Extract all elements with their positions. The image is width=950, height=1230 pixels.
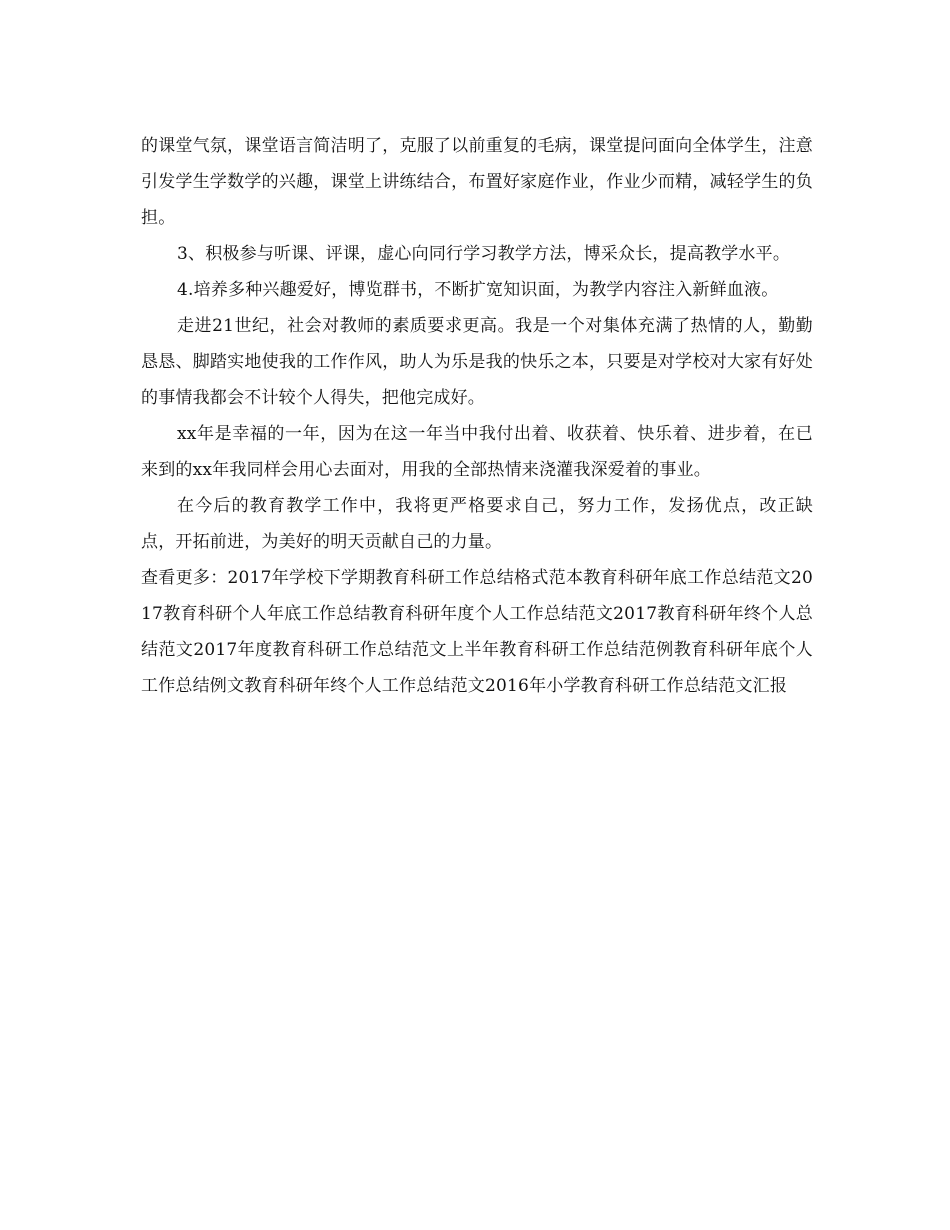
paragraph-6: 在今后的教育教学工作中，我将更严格要求自己，努力工作，发扬优点，改正缺点，开拓前进，为美好的明天贡献自己的力量。: [141, 496, 813, 552]
paragraph-4: 走进21世纪，社会对教师的素质要求更高。我是一个对集体充满了热情的人，勤勤恳恳、脚踏实地使我的工作作风，助人为乐是我的快乐之本，只要是对学校对大家有好处的事情我都会不计较个人得失，把他完成好。: [141, 316, 813, 408]
paragraph-5: xx年是幸福的一年，因为在这一年当中我付出着、收获着、快乐着、进步着，在已来到的xx年我同样会用心去面对，用我的全部热情来浇灌我深爱着的事业。: [141, 424, 813, 480]
document-page: [141, 128, 813, 704]
paragraph-2: 3、积极参与听课、评课，虚心向同行学习教学方法，博采众长，提高教学水平。: [177, 244, 791, 264]
paragraph-1: 的课堂气氛，课堂语言简洁明了，克服了以前重复的毛病，课堂提问面向全体学生，注意引发学生学数学的兴趣，课堂上讲练结合，布置好家庭作业，作业少而精，减轻学生的负担。: [141, 136, 813, 228]
see-more-links: 查看更多：2017年学校下学期教育科研工作总结格式范本教育科研年底工作总结范文2017教育科研个人年底工作总结教育科研年度个人工作总结范文2017教育科研年终个人总结范文2017年度教育科研工作总结范文上半年教育科研工作总结范例教育科研年底个人工作总结例文教育科研年终个人工作总结范文2016年小学教育科研工作总结范文汇报: [141, 568, 814, 696]
paragraph-3: 4.培养多种兴趣爱好，博览群书，不断扩宽知识面，为教学内容注入新鲜血液。: [177, 280, 779, 300]
